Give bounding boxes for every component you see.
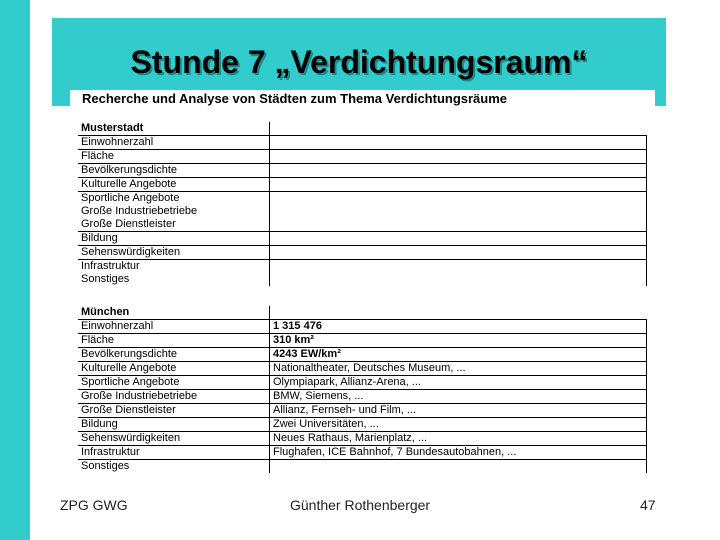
row-label: Sonstiges [81, 273, 130, 285]
row-label: Große Industriebetriebe [81, 205, 198, 217]
row-value: Zwei Universitäten, ... [270, 418, 647, 432]
muenchen-table [78, 306, 647, 473]
table-row [78, 446, 647, 460]
row-value [270, 260, 647, 287]
row-value [270, 192, 647, 232]
row-label: Große Dienstleister [78, 404, 270, 418]
table-row [78, 348, 647, 362]
row-label: Bevölkerungsdichte [78, 164, 270, 178]
row-value: Nationaltheater, Deutsches Museum, ... [270, 362, 647, 376]
row-label: Fläche [78, 150, 270, 164]
table-row [78, 178, 647, 192]
row-label: Große Industriebetriebe [78, 390, 270, 404]
row-value: 310 km² [270, 334, 647, 348]
table-row [78, 150, 647, 164]
table-row [78, 418, 647, 432]
row-label: Kulturelle Angebote [78, 178, 270, 192]
row-value: 1 315 476 [270, 320, 647, 334]
table-row [78, 246, 647, 260]
table-row [78, 432, 647, 446]
row-label: Sonstiges [78, 460, 270, 474]
table-row [78, 334, 647, 348]
page-number: 47 [640, 497, 656, 513]
table-header-row [78, 122, 647, 136]
table-row [78, 362, 647, 376]
table-row [78, 192, 647, 232]
row-value [270, 460, 647, 474]
row-value [270, 136, 647, 150]
left-accent-bar [0, 0, 30, 540]
row-value: Olympiapark, Allianz-Arena, ... [270, 376, 647, 390]
table-row [78, 460, 647, 474]
table-row [78, 164, 647, 178]
row-label: Kulturelle Angebote [78, 362, 270, 376]
table-row [78, 390, 647, 404]
row-label: Bildung [78, 232, 270, 246]
row-value: BMW, Siemens, ... [270, 390, 647, 404]
table-header-row [78, 306, 647, 320]
row-value [270, 246, 647, 260]
document-heading: Recherche und Analyse von Städten zum Thema Verdichtungsräume [70, 90, 655, 108]
table-row [78, 376, 647, 390]
row-value: 4243 EW/km² [270, 348, 647, 362]
row-label: Bildung [78, 418, 270, 432]
table-row [78, 136, 647, 150]
row-label: Sportliche Angebote [81, 192, 180, 204]
table-header-cell: München [78, 306, 270, 320]
musterstadt-table [78, 122, 647, 286]
row-label: Fläche [78, 334, 270, 348]
table-row [78, 404, 647, 418]
row-value: Neues Rathaus, Marienplatz, ... [270, 432, 647, 446]
row-value [270, 232, 647, 246]
table-row [78, 260, 647, 287]
row-value [270, 164, 647, 178]
table-row [78, 232, 647, 246]
slide-title: Stunde 7 „Verdichtungsraum“ [130, 44, 588, 80]
row-label: Infrastruktur [78, 446, 270, 460]
row-label: Sehenswürdigkeiten [78, 432, 270, 446]
row-label-group [78, 192, 270, 232]
row-label: Große Dienstleister [81, 218, 176, 230]
table-header-cell: Musterstadt [78, 122, 270, 136]
row-label: Bevölkerungsdichte [78, 348, 270, 362]
row-value: Flughafen, ICE Bahnhof, 7 Bundesautobahnen, ... [270, 446, 647, 460]
table-row [78, 320, 647, 334]
row-value: Allianz, Fernseh- und Film, ... [270, 404, 647, 418]
row-label: Einwohnerzahl [78, 320, 270, 334]
row-value [270, 178, 647, 192]
footer-author: Günther Rothenberger [290, 497, 431, 513]
row-label: Infrastruktur [81, 260, 140, 272]
row-label: Sehenswürdigkeiten [78, 246, 270, 260]
row-value [270, 150, 647, 164]
row-label: Sportliche Angebote [78, 376, 270, 390]
footer-left: ZPG GWG [60, 497, 128, 513]
row-label: Einwohnerzahl [78, 136, 270, 150]
row-label-group [78, 260, 270, 287]
